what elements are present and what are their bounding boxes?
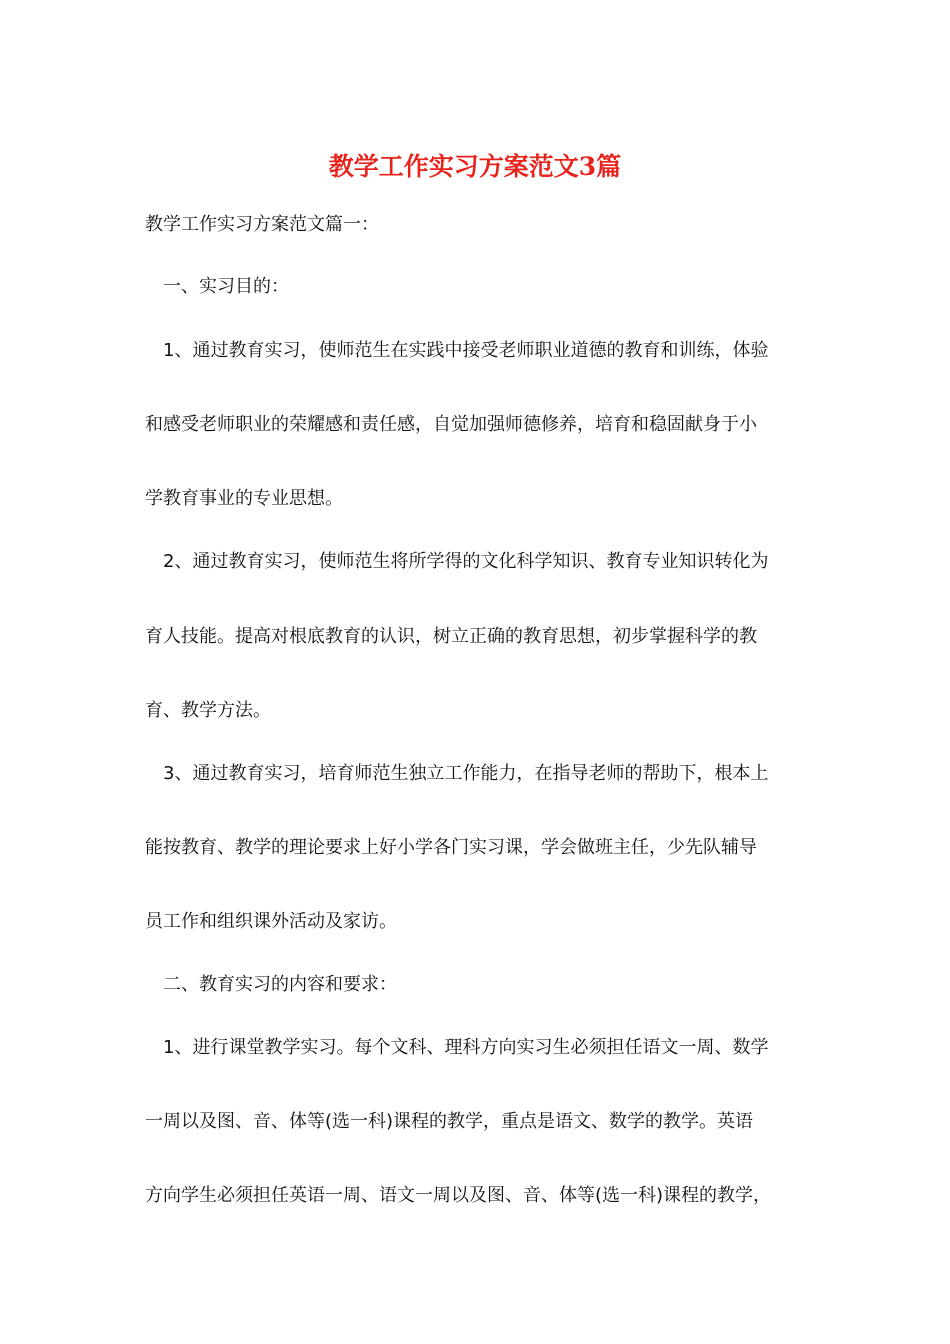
paragraph-line: 2、通过教育实习，使师范生将所学得的文化科学知识、教育专业知识转化为 [163, 551, 769, 572]
paragraph-line: 员工作和组织课外活动及家访。 [145, 911, 397, 932]
paragraph-line: 3、通过教育实习，培育师范生独立工作能力，在指导老师的帮助下，根本上 [163, 763, 769, 784]
section-heading-part-one: 教学工作实习方案范文篇一： [145, 214, 379, 235]
paragraph-line: 1、进行课堂教学实习。每个文科、理科方向实习生必须担任语文一周、数学 [163, 1037, 769, 1058]
paragraph-line: 学教育事业的专业思想。 [145, 488, 343, 509]
paragraph-line: 和感受老师职业的荣耀感和责任感，自觉加强师德修养，培育和稳固献身于小 [145, 414, 757, 435]
paragraph-line: 方向学生必须担任英语一周、语文一周以及图、音、体等(选一科)课程的教学， [145, 1185, 772, 1206]
section-heading-purpose: 一、实习目的： [163, 276, 289, 297]
paragraph-line: 育、教学方法。 [145, 700, 271, 721]
section-heading-content-requirements: 二、教育实习的内容和要求： [163, 974, 397, 995]
paragraph-line: 一周以及图、音、体等(选一科)课程的教学，重点是语文、数学的教学。英语 [145, 1111, 754, 1132]
paragraph-line: 能按教育、教学的理论要求上好小学各门实习课，学会做班主任，少先队辅导 [145, 837, 757, 858]
document-title: 教学工作实习方案范文3篇 [328, 152, 622, 181]
paragraph-line: 1、通过教育实习，使师范生在实践中接受老师职业道德的教育和训练，体验 [163, 340, 769, 361]
paragraph-line: 育人技能。提高对根底教育的认识，树立正确的教育思想，初步掌握科学的教 [145, 626, 757, 647]
